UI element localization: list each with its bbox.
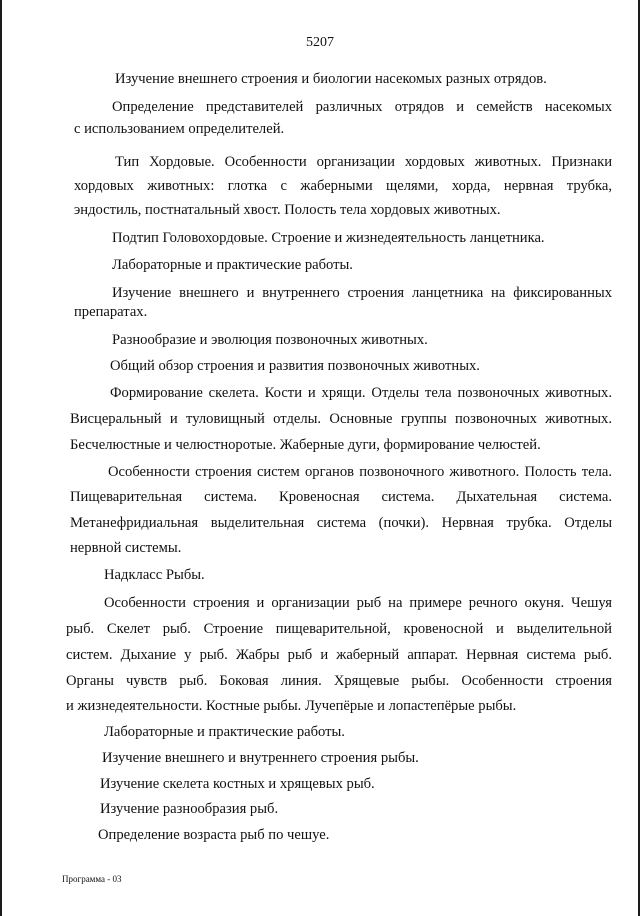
text-line: Определение возраста рыб по чешуе. xyxy=(98,827,330,843)
text-line: Органы чувств рыб. Боковая линия. Хрящевые рыбы. Особенности строения xyxy=(66,673,612,689)
text-line: Изучение внешнего и внутреннего строения ланцетника на фиксированных xyxy=(112,285,612,301)
text-line: эндостиль, постнатальный хвост. Полость тела хордовых животных. xyxy=(74,202,501,218)
text-line: Изучение скелета костных и хрящевых рыб. xyxy=(100,776,375,792)
text-line: Общий обзор строения и развития позвоночных животных. xyxy=(110,358,480,374)
text-line: и жизнедеятельности. Костные рыбы. Лучепёрые и лопастепёрые рыбы. xyxy=(66,698,517,714)
text-line: Надкласс Рыбы. xyxy=(104,567,205,583)
text-line: Изучение внешнего и внутреннего строения рыбы. xyxy=(102,750,419,766)
text-line: Особенности строения и организации рыб на примере речного окуня. Чешуя xyxy=(104,595,612,611)
text-line: Изучение разнообразия рыб. xyxy=(100,801,279,817)
page-number: 5207 xyxy=(306,35,334,50)
text-line: Особенности строения систем органов позвоночного животного. Полость тела. xyxy=(108,464,612,480)
text-line: систем. Дыхание у рыб. Жабры рыб и жаберный аппарат. Нервная система рыб. xyxy=(66,647,612,663)
text-line: Пищеварительная система. Кровеносная система. Дыхательная система. xyxy=(70,489,612,505)
text-line: Лабораторные и практические работы. xyxy=(104,724,345,740)
text-line: Висцеральный и туловищный отделы. Основные группы позвоночных животных. xyxy=(70,411,612,427)
text-line: Подтип Головохордовые. Строение и жизнедеятельность ланцетника. xyxy=(112,230,545,246)
text-line: нервной системы. xyxy=(70,540,182,556)
page-footer: Программа - 03 xyxy=(62,874,122,884)
text-line: с использованием определителей. xyxy=(74,121,285,137)
text-line: Тип Хордовые. Особенности организации хордовых животных. Признаки xyxy=(115,154,612,170)
text-line: рыб. Скелет рыб. Строение пищеварительной, кровеносной и выделительной xyxy=(66,621,612,637)
text-line: Изучение внешнего строения и биологии насекомых разных отрядов. xyxy=(115,71,547,87)
text-line: Формирование скелета. Кости и хрящи. Отделы тела позвоночных животных. xyxy=(110,385,612,401)
scan-border-left xyxy=(0,0,2,916)
text-line: Бесчелюстные и челюстноротые. Жаберные дуги, формирование челюстей. xyxy=(70,437,541,453)
text-line: Определение представителей различных отрядов и семейств насекомых xyxy=(112,99,612,115)
text-line: Разнообразие и эволюция позвоночных животных. xyxy=(112,332,428,348)
text-line: хордовых животных: глотка с жаберными щелями, хорда, нервная трубка, xyxy=(74,178,612,194)
text-line: Метанефридиальная выделительная система (почки). Нервная трубка. Отделы xyxy=(70,515,612,531)
text-line: препаратах. xyxy=(74,304,148,320)
text-line: Лабораторные и практические работы. xyxy=(112,257,353,273)
